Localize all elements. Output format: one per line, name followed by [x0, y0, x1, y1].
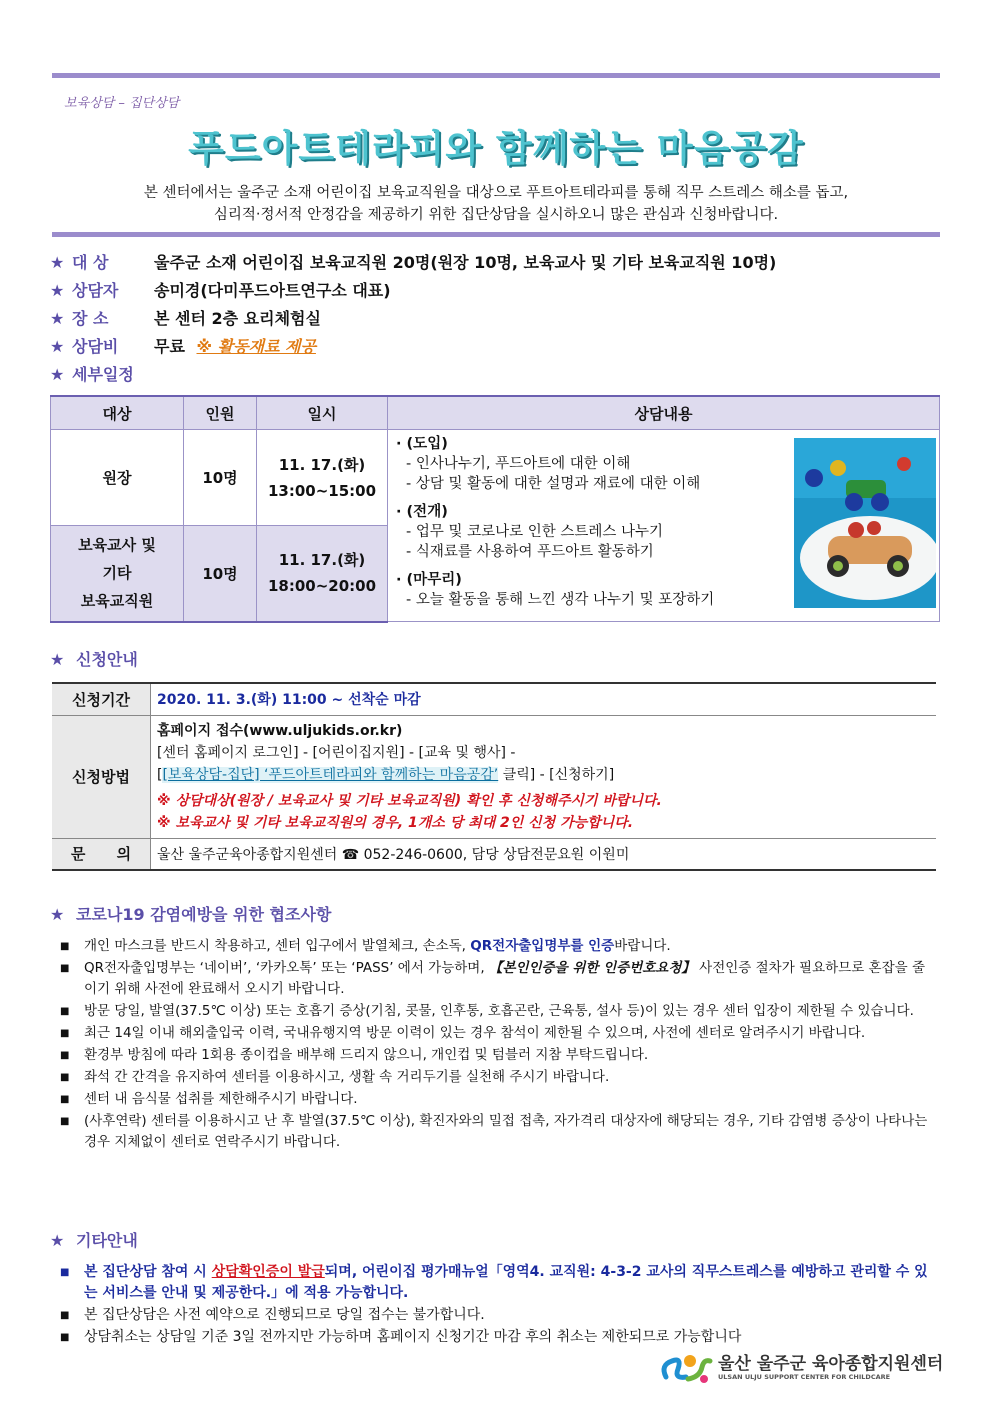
food-art-car-image [794, 438, 936, 608]
list-item: ■ 본 집단상담은 사전 예약으로 진행되므로 당일 접수는 불가합니다. [60, 1305, 928, 1326]
dev-item-1: - 업무 및 코로나로 인한 스트레스 나누기 [406, 524, 663, 540]
program-link[interactable]: [보육상담-집단] ‘푸드아트테라피와 함께하는 마음공감’ [162, 766, 499, 783]
covid-section-header [50, 902, 331, 925]
method-tail: 클릭] - [신청하기] [498, 766, 615, 783]
star-icon: ★ [50, 365, 65, 384]
covid-section-title: 코로나19 감염예방을 위한 협조사항 [76, 905, 332, 924]
table-row [52, 838, 936, 870]
list-item: ■ 센터 내 음식물 섭취를 제한해주시기 바랍니다. [60, 1089, 928, 1110]
covid-list [60, 936, 928, 1154]
intro-head: · (도입) [396, 436, 448, 452]
schedule-header-row [51, 396, 940, 430]
period-value: 2020. 11. 3.(화) 11:00 ~ 선착순 마감 [151, 683, 937, 715]
row2-date: 11. 17.(화) [278, 551, 366, 570]
info-target [50, 250, 776, 276]
apply-note-1: ※ 상담대상(원장 / 보육교사 및 기타 보육교직원) 확인 후 신청해주시기 바랍니다. [157, 792, 662, 809]
intro-item-2: - 상담 및 활동에 대한 설명과 재료에 대한 이해 [406, 476, 701, 492]
row1-count: 10명 [184, 430, 257, 526]
apply-note-2: ※ 보육교사 및 기타 보육교직원의 경우, 1개소 당 최대 2인 신청 가능합니다. [157, 814, 634, 831]
schedule-table [50, 395, 940, 623]
end-item-1: - 오늘 활동을 통해 느낀 생각 나누기 및 포장하기 [406, 592, 715, 608]
org-logo [658, 1345, 944, 1391]
info-fee-value: 무료 [154, 337, 185, 356]
apply-table [52, 682, 936, 871]
row2-target [51, 526, 184, 622]
info-fee-note: ※ 활동재료 제공 [196, 337, 316, 356]
list-item: ■ 좌석 간 간격을 유지하여 센터를 이용하시고, 생활 속 거리두기를 실천해 주시기 바랍니다. [60, 1067, 928, 1088]
covid-b2-text: QR전자출입명부는 ‘네이버’, ‘카카오톡’ 또는 ‘PASS’ 에서 가능하며, [84, 960, 489, 976]
schedule-content [388, 430, 940, 622]
covid-b1-bold: QR전자출입명부를 인증 [470, 938, 615, 954]
col-target: 대상 [51, 396, 184, 430]
table-row [52, 715, 936, 838]
star-icon: ★ [50, 650, 65, 669]
star-icon: ★ [50, 905, 65, 924]
intro-item-1: - 인사나누기, 푸드아트에 대한 이해 [406, 456, 631, 472]
category-label: 보육상담 – 집단상담 [64, 96, 180, 111]
intro-line-1: 본 센터에서는 울주군 소재 어린이집 보육교직원을 대상으로 푸트아트테라피를 통해 직무 스트레스 해소를 돕고, [143, 185, 849, 201]
list-item: ■ 최근 14일 이내 해외출입국 이력, 국내유행지역 방문 이력이 있는 경우 참석이 제한될 수 있으며, 사전에 센터로 알려주시기 바랍니다. [60, 1023, 928, 1044]
row2-datetime [257, 526, 388, 622]
list-item: ■ 상담취소는 상담일 기준 3일 전까지만 가능하며 홈페이지 신청기간 마감 후의 취소는 제한되므로 가능합니다 [60, 1327, 928, 1345]
list-item: ■ 방문 당일, 발열(37.5℃ 이상) 또는 호흡기 증상(기침, 콧물, 인후통, 호흡곤란, 근육통, 설사 등)이 있는 경우 센터 입장이 제한될 수 있습니다. [60, 1001, 928, 1022]
method-label: 신청방법 [52, 715, 151, 838]
apply-section-title: 신청안내 [76, 650, 138, 669]
info-target-label: 대 상 [72, 253, 109, 272]
method-line-1: 홈페이지 접수(www.uljukids.or.kr) [157, 722, 403, 739]
star-icon: ★ [50, 309, 65, 328]
info-counselor-value: 송미경(다미푸드아트연구소 대표) [154, 281, 391, 300]
row2-count: 10명 [184, 526, 257, 622]
page-title: 푸드아트테라피와 함께하는 마음공감 [188, 127, 804, 170]
other-section-title: 기타안내 [76, 1231, 138, 1250]
row1-datetime [257, 430, 388, 526]
covid-b2-bold: 【본인인증을 위한 인증번호요청】 [488, 960, 695, 976]
list-item [60, 936, 928, 957]
contact-label: 문 의 [52, 838, 151, 870]
info-fee [50, 334, 316, 360]
row2-target-l1: 보육교사 및 [78, 536, 156, 555]
method-line-3 [157, 764, 930, 786]
other-o1-text: 본 집단상담 참여 시 [84, 1264, 212, 1280]
info-counselor-label: 상담자 [72, 281, 119, 300]
logo-icon [658, 1347, 714, 1387]
info-place-label: 장 소 [72, 309, 109, 328]
row2-target-l2: 기타 [102, 564, 132, 583]
row2-time: 18:00~20:00 [267, 577, 377, 596]
info-target-value: 울주군 소재 어린이집 보육교직원 20명(원장 10명, 보육교사 및 기타 보육교직원 10명) [154, 253, 777, 272]
list-item [60, 1262, 928, 1304]
table-row [52, 683, 936, 715]
row2-target-l3: 보육교직원 [80, 592, 154, 611]
other-list [60, 1262, 928, 1346]
dev-head: · (전개) [396, 504, 448, 520]
info-fee-label: 상담비 [72, 337, 119, 356]
other-section-header [50, 1228, 138, 1251]
intro-line-2: 심리적‧정서적 안정감을 제공하기 위한 집단상담을 실시하오니 많은 관심과 신청바랍니다. [213, 207, 779, 223]
covid-b2-tail: 사전인증 절차가 필요하므로 혼잡을 줄이기 위해 사전에 완료해서 오시기 바랍니다. [84, 960, 925, 997]
row1-target: 원장 [51, 430, 184, 526]
info-schedule-label: 세부일정 [72, 365, 134, 384]
col-content: 상담내용 [388, 396, 940, 430]
row1-time: 13:00~15:00 [267, 481, 377, 500]
period-label: 신청기간 [52, 683, 151, 715]
intro-text [52, 182, 940, 226]
end-head: · (마무리) [396, 572, 462, 588]
other-o1-red: 상담확인증이 발급 [211, 1264, 325, 1280]
method-line-2: [센터 홈페이지 로그인] - [어린이집지원] - [교육 및 행사] - [157, 744, 516, 761]
row1-date: 11. 17.(화) [278, 455, 366, 474]
covid-b1-tail: 바랍니다. [614, 938, 671, 954]
method-value [151, 715, 937, 838]
info-counselor [50, 278, 391, 304]
covid-b1-text: 개인 마스크를 반드시 착용하고, 센터 입구에서 발열체크, 손소독, [84, 938, 471, 954]
info-place-value: 본 센터 2층 요리체험실 [154, 309, 321, 328]
star-icon: ★ [50, 253, 65, 272]
dev-item-2: - 식재료를 사용하여 푸드아트 활동하기 [406, 544, 654, 560]
method-bracket: [ [157, 766, 163, 783]
apply-section-header [50, 647, 138, 670]
star-icon: ★ [50, 337, 65, 356]
list-item: ■ 환경부 방침에 따라 1회용 종이컵을 배부해 드리지 않으니, 개인컵 및 텀블러 지참 부탁드립니다. [60, 1045, 928, 1066]
list-item: ■ (사후연락) 센터를 이용하시고 난 후 발열(37.5℃ 이상), 확진자와의 밀접 접촉, 자가격리 대상자에 해당되는 경우, 기타 감염병 증상이 나타나는 경우 지체없이 센터로 연락주시기 바랍니다. [60, 1111, 928, 1153]
star-icon: ★ [50, 1231, 65, 1250]
list-item [60, 958, 928, 1000]
contact-value: 울산 울주군육아종합지원센터 ☎ 052-246-0600, 담당 상담전문요원 이원미 [151, 838, 937, 870]
org-name-en: ULSAN ULJU SUPPORT CENTER FOR CHILDCARE [718, 1373, 891, 1381]
info-schedule [50, 362, 154, 388]
other-o1-tail: 되며, 어린이집 평가매뉴얼「영역4. 교직원: 4-3-2 교사의 직무스트레스를 예방하고 관리할 수 있는 서비스를 안내 및 제공한다.」에 적용 가능합니다. [84, 1264, 928, 1301]
org-name: 울산 울주군 육아종합지원센터 [718, 1354, 944, 1374]
star-icon: ★ [50, 281, 65, 300]
col-datetime: 일시 [257, 396, 388, 430]
intro-rule [52, 232, 940, 237]
top-rule [52, 73, 940, 78]
table-row [51, 430, 940, 526]
info-place [50, 306, 321, 332]
col-count: 인원 [184, 396, 257, 430]
